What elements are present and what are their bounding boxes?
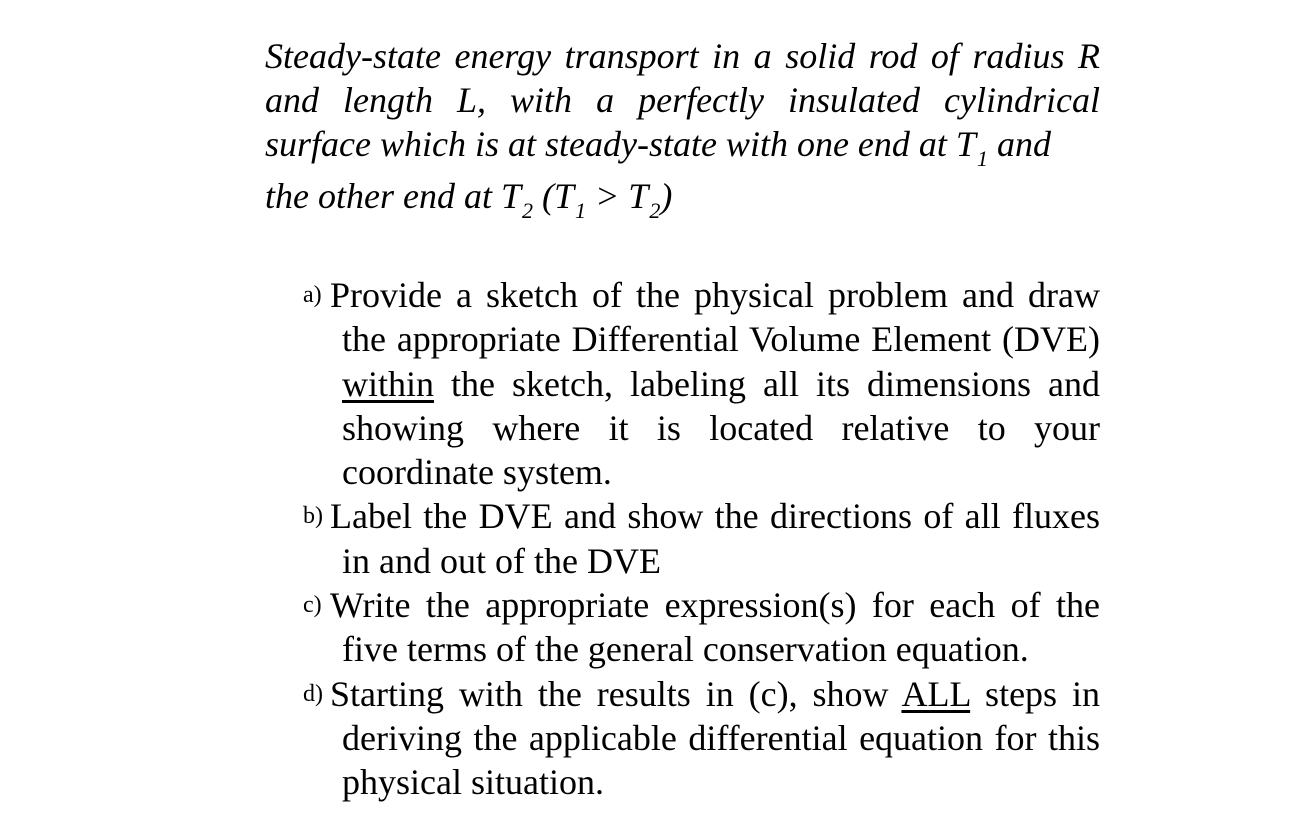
question-marker: c) — [303, 592, 322, 619]
question-marker: a) — [303, 282, 322, 308]
question-text — [330, 275, 1100, 492]
question-text: Write the appropriate expression(s) for each of the five terms of the general conservation equation. — [330, 585, 1100, 670]
problem-statement-text: the other end at T — [265, 176, 521, 216]
question-text-segment: steps in deriving the applicable differential equation for this physical situation. — [342, 673, 1100, 803]
question-marker: b) — [303, 503, 323, 530]
question-text — [330, 674, 1100, 803]
problem-statement-text: > T — [586, 176, 649, 216]
question-d — [303, 672, 1100, 805]
problem-statement-text: ) — [660, 176, 673, 216]
question-a — [303, 273, 1100, 494]
underlined-word: within — [342, 363, 435, 404]
problem-statement-last-line — [265, 174, 1100, 223]
problem-statement-text: (T — [532, 176, 574, 216]
question-c — [303, 583, 1100, 672]
question-b — [303, 494, 1100, 583]
problem-statement-text: and — [987, 124, 1051, 164]
problem-statement-text: Steady-state energy transport in a solid rod of radius R and length L, with a perfectly insulated cylindrical surface which is at steady-state with one end at T — [265, 36, 1100, 164]
question-text-segment: Provide a sketch of the physical problem and draw the appropriate Differential Volume Element (DVE) — [330, 275, 1100, 360]
question-list — [265, 273, 1100, 805]
subscript-2: 2 — [649, 198, 661, 223]
question-text-segment: Starting with the results in (c), show — [330, 673, 902, 714]
subscript-2: 2 — [521, 198, 533, 223]
problem-document — [265, 34, 1100, 805]
question-text: Label the DVE and show the directions of all fluxes in and out of the DVE — [330, 496, 1100, 581]
underlined-word: ALL — [901, 673, 971, 714]
problem-statement — [265, 34, 1100, 223]
subscript-1: 1 — [976, 146, 988, 171]
subscript-1: 1 — [575, 198, 586, 223]
question-text-segment: the sketch, labeling all its dimensions and showing where it is located relative to your coordinate system. — [342, 363, 1100, 493]
question-marker: d) — [303, 680, 323, 707]
